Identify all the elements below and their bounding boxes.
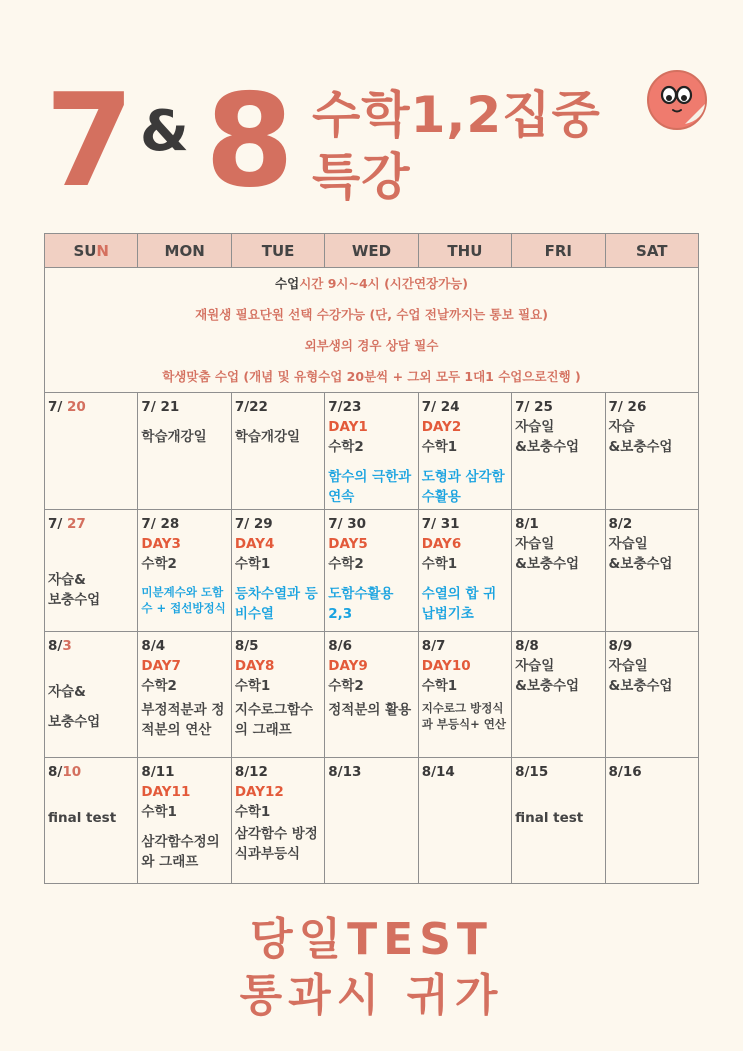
title-ampersand: &	[140, 99, 189, 164]
day-number: DAY2	[421, 419, 462, 435]
notice-line-4: 학생맞춤 수업 (개념 및 유형수업 20분씩 + 그외 모두 1대1 수업으로진행 )	[162, 369, 581, 384]
day-number: DAY10	[421, 658, 471, 674]
date-label: 8/3	[48, 638, 72, 654]
subject: 수학2	[141, 556, 177, 572]
subject: 수학1	[234, 556, 271, 572]
date-label: 8/15	[515, 764, 549, 780]
calendar-cell-0731	[418, 510, 511, 632]
footer-line1: 당일TEST	[250, 914, 493, 965]
topic: 지수로그함수의 그래프	[234, 702, 314, 738]
cell-note: 자습&	[48, 684, 86, 700]
date-label: 8/13	[328, 764, 362, 780]
day-number: DAY12	[234, 784, 284, 800]
date-label: 8/10	[48, 764, 82, 780]
cell-note-2: &보충수업	[608, 678, 673, 694]
cell-note: 학습개강일	[234, 429, 301, 445]
topic: 정적분의 활용	[328, 702, 412, 718]
calendar-cell-0801	[512, 510, 605, 632]
day-number: DAY8	[234, 658, 275, 674]
cell-note: 학습개강일	[141, 429, 207, 445]
weekday-tue: TUE	[231, 234, 324, 268]
date-label: 7/ 28	[141, 516, 180, 532]
calendar-cell-0724	[418, 393, 511, 510]
title-number-seven: 7	[45, 67, 135, 216]
calendar-cell-0804	[138, 632, 231, 758]
calendar-cell-0813	[325, 758, 418, 884]
weekday-thu: THU	[418, 234, 511, 268]
subject: 수학1	[421, 556, 458, 572]
subject: 수학1	[234, 804, 271, 820]
notice-box	[45, 268, 699, 393]
calendar-cell-0728	[138, 510, 231, 632]
day-number: DAY9	[328, 658, 368, 674]
title-line2: 특강	[312, 148, 411, 206]
topic: 삼각함수 방정식과부등식	[234, 826, 318, 862]
calendar-cell-0805	[231, 632, 324, 758]
calendar-cell-0721	[138, 393, 231, 510]
weekday-fri: FRI	[512, 234, 605, 268]
subject: 수학1	[421, 439, 458, 455]
title-line1: 수학1,2집중	[312, 86, 601, 144]
date-label: 8/2	[608, 516, 633, 532]
cell-note: 자습일	[608, 658, 648, 674]
topic: 도형과 삼각함수활용	[421, 469, 505, 505]
calendar-cell-0815	[512, 758, 605, 884]
subject: 수학1	[421, 678, 458, 694]
cell-note-2: &보충수업	[608, 439, 673, 455]
weekday-sat: SAT	[605, 234, 698, 268]
weekday-header-row	[45, 234, 699, 268]
date-label: 8/7	[421, 638, 446, 654]
date-label: 7/ 26	[608, 399, 647, 415]
cell-note: 자습	[608, 419, 635, 435]
date-label: 7/22	[234, 399, 268, 415]
day-number: DAY4	[234, 536, 275, 552]
date-label: 8/9	[608, 638, 633, 654]
date-label: 8/5	[234, 638, 259, 654]
subject: 수학2	[328, 678, 364, 694]
subject: 수학2	[328, 556, 364, 572]
subject: 수학2	[141, 678, 177, 694]
calendar-cell-0807	[418, 632, 511, 758]
calendar-cell-0802	[605, 510, 698, 632]
date-label: 7/ 30	[328, 516, 367, 532]
notice-line-2: 재원생 필요단원 선택 수강가능 (단, 수업 전날까지는 통보 필요)	[195, 307, 548, 322]
topic: 미분계수와 도함수 + 접선방정식	[141, 585, 226, 615]
calendar-cell-0809	[605, 632, 698, 758]
topic: 함수의 극한과 연속	[328, 469, 412, 505]
cell-note-2: &보충수업	[515, 678, 580, 694]
date-label: 7/ 29	[234, 516, 273, 532]
date-label: 7/ 21	[141, 399, 180, 415]
day-number: DAY7	[141, 658, 181, 674]
calendar-cell-0726	[605, 393, 698, 510]
calendar-cell-0803	[45, 632, 138, 758]
googly-eyes-face-sticker-icon	[645, 68, 709, 132]
calendar-cell-0723	[325, 393, 418, 510]
cell-note-2: &보충수업	[608, 556, 673, 572]
date-label: 7/23	[328, 399, 362, 415]
subject: 수학1	[234, 678, 271, 694]
day-number: DAY6	[421, 536, 462, 552]
calendar-cell-0727	[45, 510, 138, 632]
cell-note-2: &보충수업	[515, 439, 580, 455]
weekday-sun: SUN	[45, 234, 138, 268]
date-label: 7/ 31	[421, 516, 460, 532]
calendar-table	[44, 233, 699, 884]
cell-note-2: 보충수업	[48, 714, 101, 730]
topic: 등차수열과 등비수열	[234, 586, 318, 622]
date-label: 8/14	[421, 764, 455, 780]
calendar-cell-0810	[45, 758, 138, 884]
cell-note-2: &보충수업	[515, 556, 580, 572]
day-number: DAY3	[141, 536, 181, 552]
calendar-cell-0811	[138, 758, 231, 884]
title-number-eight: 8	[205, 67, 295, 216]
cell-note: 자습&	[48, 572, 86, 588]
date-label: 8/8	[515, 638, 539, 654]
date-label: 8/4	[141, 638, 166, 654]
date-label: 8/6	[328, 638, 352, 654]
cell-note: 자습일	[515, 419, 555, 435]
cell-note: 자습일	[515, 658, 555, 674]
day-number: DAY11	[141, 784, 191, 800]
topic: 수열의 합 귀납법기초	[421, 586, 497, 622]
topic: 부정적분과 정적분의 연산	[141, 702, 225, 738]
date-label: 8/16	[608, 764, 642, 780]
cell-note: 자습일	[608, 536, 648, 552]
calendar-cell-0812	[231, 758, 324, 884]
date-label: 8/11	[141, 764, 175, 780]
calendar-cell-0720	[45, 393, 138, 510]
calendar-cell-0729	[231, 510, 324, 632]
notice-line-1: 수업시간 9시~4시 (시간연장가능)	[275, 276, 468, 291]
date-label: 7/ 24	[421, 399, 460, 415]
calendar-cell-0816	[605, 758, 698, 884]
weekday-wed: WED	[325, 234, 418, 268]
subject: 수학1	[141, 804, 177, 820]
calendar-cell-0814	[418, 758, 511, 884]
day-number: DAY1	[328, 419, 368, 435]
date-label: 7/ 20	[48, 399, 86, 415]
calendar-cell-0806	[325, 632, 418, 758]
calendar-cell-0730	[325, 510, 418, 632]
date-label: 7/ 25	[515, 399, 553, 415]
calendar-cell-0808	[512, 632, 605, 758]
date-label: 8/12	[234, 764, 268, 780]
date-label: 8/1	[515, 516, 539, 532]
calendar-cell-0722	[231, 393, 324, 510]
subject: 수학2	[328, 439, 364, 455]
topic: 삼각함수정의와 그래프	[141, 834, 220, 870]
topic: 지수로그 방정식과 부등식+ 연산	[421, 701, 506, 731]
cell-note-2: 보충수업	[48, 592, 101, 608]
weekday-mon: MON	[138, 234, 231, 268]
calendar-cell-0725	[512, 393, 605, 510]
cell-note: final test	[515, 810, 584, 826]
notice-line-3: 외부생의 경우 상담 필수	[304, 338, 439, 353]
footer-line2: 통과시 귀가	[239, 970, 504, 1021]
cell-note: final test	[48, 810, 117, 826]
cell-note: 자습일	[515, 536, 555, 552]
date-label: 7/ 27	[48, 516, 86, 532]
topic: 도함수활용 2,3	[328, 586, 394, 622]
day-number: DAY5	[328, 536, 368, 552]
